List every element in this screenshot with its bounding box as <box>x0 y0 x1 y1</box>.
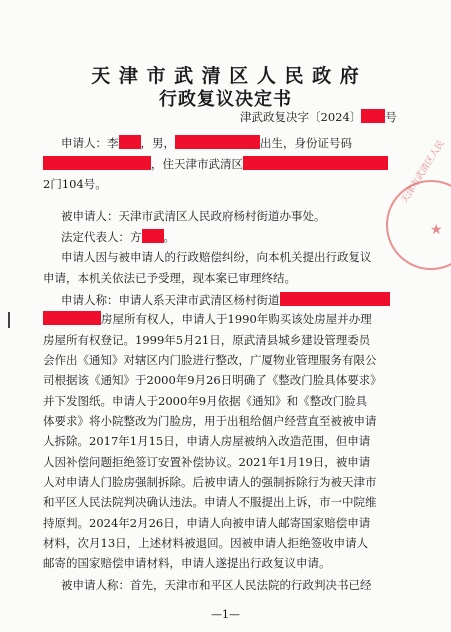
body-line <box>43 350 377 370</box>
body-text: 邮寄的国家赔偿申请材料，申请人遂提出行政复议申请。 <box>43 556 331 570</box>
seal-star-icon: ★ <box>430 222 443 238</box>
body-text: 司根据该《通知》于2000年9月26日明确了《整改门脸具体要求》 <box>43 373 382 387</box>
body-line <box>43 309 372 329</box>
body-line <box>43 268 296 288</box>
body-line <box>61 247 372 267</box>
body-text: 持原判。2024年2月26日，申请人向被申请人邮寄国家赔偿申请 <box>43 516 371 530</box>
redaction-block <box>280 292 390 306</box>
document-title-line2: 行政复议决定书 <box>159 89 292 110</box>
body-line <box>61 227 175 247</box>
redaction-block <box>43 156 151 170</box>
body-line <box>61 290 390 310</box>
redaction-block <box>142 229 164 243</box>
body-text: 房屋所有权人，申请人于1990年购买该处房屋并办理 <box>101 312 372 326</box>
body-text: 和平区人民法院判决确认违法。申请人不服提出上诉，市一中院维 <box>43 495 377 509</box>
body-text: 材料，次月13日，上述材料被退回。因被申请人拒绝签收申请人 <box>43 536 369 550</box>
body-line <box>43 391 367 411</box>
body-text: 申请人称：申请人系天津市武清区杨村街道 <box>61 293 280 307</box>
body-line <box>61 133 352 153</box>
redaction-block <box>175 135 260 149</box>
body-line <box>43 431 370 451</box>
body-text: ，住天津市武清区 <box>151 157 243 171</box>
official-seal-text: 天津市武清区人民 <box>400 138 447 206</box>
body-line <box>43 370 382 390</box>
body-line <box>43 154 388 174</box>
body-text: 。 <box>163 230 175 244</box>
redaction-block <box>119 135 141 149</box>
body-line <box>43 533 368 553</box>
body-line <box>43 472 377 492</box>
body-line <box>61 206 326 226</box>
body-text: 申请，本机关依法已予受理，现本案已审理终结。 <box>43 271 296 285</box>
body-line <box>43 492 377 512</box>
redaction-block <box>361 109 385 123</box>
body-line <box>61 575 372 595</box>
body-line <box>43 452 370 472</box>
body-text: 人因补偿问题拒绝签订安置补偿协议。2021年1月19日，被申请 <box>43 455 371 469</box>
page-number: —1— <box>211 608 240 621</box>
document-number-suffix: 号 <box>385 110 397 124</box>
body-text: 申请人因与被申请人的行政赔偿纠纷，向本机关提出行政复议 <box>61 250 372 264</box>
body-line <box>43 513 370 533</box>
body-text: 申请人：李 <box>61 136 119 150</box>
body-line <box>43 330 370 350</box>
body-text: 被申请人称：首先，天津市和平区人民法院的行政判决书已经 <box>61 578 372 592</box>
body-text: 人对申请人门脸房强制拆除。后被申请人的强制拆除行为被天津市 <box>43 475 377 489</box>
body-line <box>43 553 331 573</box>
body-line <box>43 174 107 194</box>
document-title-line1: 天 津 市 武 清 区 人 民 政 府 <box>91 65 360 87</box>
body-text: 被申请人：天津市武清区人民政府杨村街道办事处。 <box>61 209 326 223</box>
body-text: 出生，身份证号码 <box>260 136 352 150</box>
body-text: 2门104号。 <box>43 177 107 191</box>
document-number-prefix: 津武政复决字〔2024〕 <box>240 110 362 124</box>
body-text: 并下发图纸。申请人于2000年9月依据《通知》和《整改门脸具 <box>43 394 368 408</box>
body-text: 房屋所有权登记。1999年5月21日，原武清县城乡建设管理委员 <box>43 333 371 347</box>
body-text: 人拆除。2017年1月15日，申请人房屋被纳入改造范围，但申请 <box>43 434 371 448</box>
document-number <box>240 109 397 125</box>
body-line <box>43 411 377 431</box>
body-text: 体要求》将小院整改为门脸房，用于出租给個户经营直至被被申请 <box>43 414 377 428</box>
body-text: 法定代表人：方 <box>61 230 142 244</box>
redaction-block <box>243 156 388 170</box>
body-text: 会作出《通知》对辖区内门脸进行整改，广厦物业管理服务有限公 <box>43 353 377 367</box>
body-text: ，男， <box>140 136 175 150</box>
left-edge-mark <box>8 312 10 328</box>
redaction-block <box>43 311 101 325</box>
